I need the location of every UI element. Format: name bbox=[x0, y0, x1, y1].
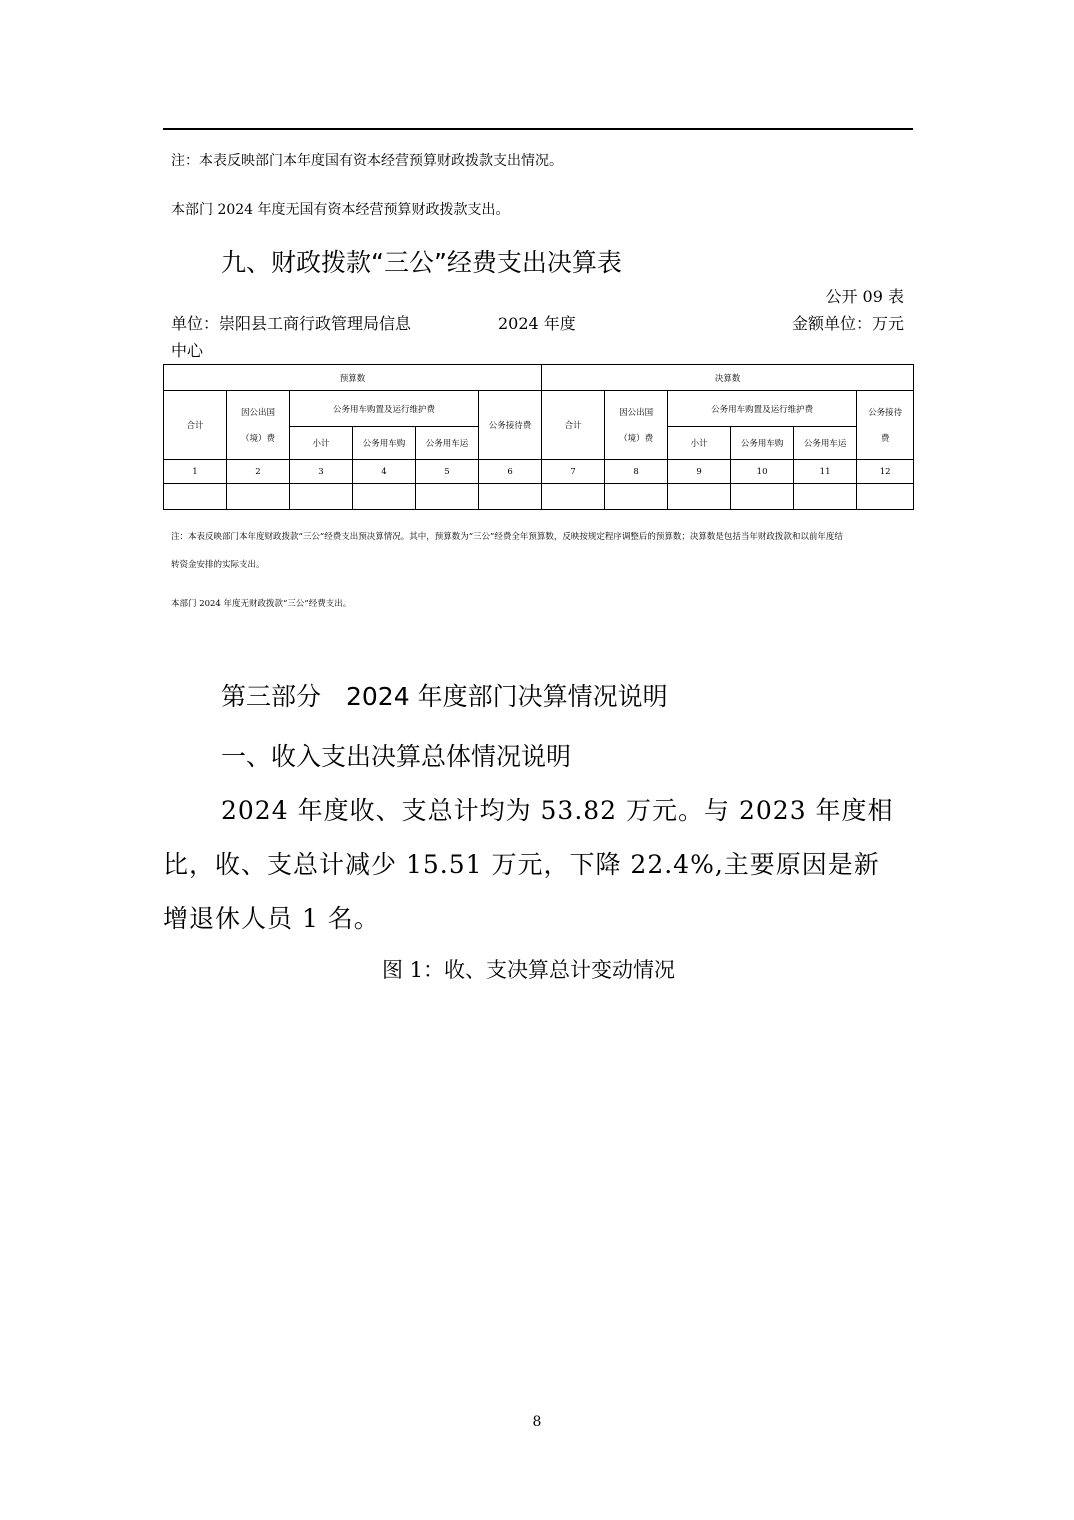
table-none-statement: 本部门 2024 年度无财政拨款“三公”经费支出。 bbox=[171, 599, 352, 609]
col-number: 1 bbox=[164, 460, 227, 484]
paragraph-line-1: 2024 年度收、支总计均为 53.82 万元。与 2023 年度相 bbox=[221, 796, 894, 825]
col-number: 11 bbox=[794, 460, 857, 484]
header-budget-abroad-line2: （境）费 bbox=[240, 434, 275, 444]
amount-unit: 金额单位：万元 bbox=[791, 314, 904, 333]
col-number: 6 bbox=[479, 460, 542, 484]
header-final-group: 决算数 bbox=[542, 365, 914, 391]
figure-caption: 图 1：收、支决算总计变动情况 bbox=[382, 958, 676, 982]
data-cell bbox=[353, 484, 416, 510]
paragraph-line-3: 增退休人员 1 名。 bbox=[163, 904, 380, 933]
header-budget-vehicle: 公务用车购置及运行维护费 bbox=[290, 391, 479, 427]
col-number: 10 bbox=[731, 460, 794, 484]
header-budget-total: 合计 bbox=[164, 391, 227, 460]
col-number: 12 bbox=[857, 460, 914, 484]
header-budget-reception: 公务接待费 bbox=[479, 391, 542, 460]
prev-table-note: 注：本表反映部门本年度国有资本经营预算财政拨款支出情况。 bbox=[171, 153, 563, 169]
unit-name-line2: 中心 bbox=[171, 341, 204, 360]
header-budget-abroad bbox=[227, 391, 290, 460]
header-final-vehicle: 公务用车购置及运行维护费 bbox=[668, 391, 857, 427]
col-number: 3 bbox=[290, 460, 353, 484]
top-rule bbox=[163, 128, 913, 130]
data-cell bbox=[794, 484, 857, 510]
header-budget-purchase: 公务用车购 bbox=[353, 427, 416, 460]
header-budget-group: 预算数 bbox=[164, 365, 542, 391]
col-number: 4 bbox=[353, 460, 416, 484]
col-number: 7 bbox=[542, 460, 605, 484]
header-final-abroad bbox=[605, 391, 668, 460]
col-number: 2 bbox=[227, 460, 290, 484]
unit-name-line1: 单位：崇阳县工商行政管理局信息 bbox=[171, 314, 412, 333]
form-number: 公开 09 表 bbox=[825, 287, 904, 306]
three-public-expense-table bbox=[163, 364, 914, 510]
header-final-subtotal: 小计 bbox=[668, 427, 731, 460]
header-final-abroad-line1: 因公出国 bbox=[619, 408, 654, 418]
col-number: 9 bbox=[668, 460, 731, 484]
header-final-reception-line2: 费 bbox=[880, 434, 890, 444]
header-final-reception bbox=[857, 391, 914, 460]
col-number: 8 bbox=[605, 460, 668, 484]
page-number: 8 bbox=[532, 1414, 542, 1430]
table-note-line2: 转资金安排的实际支出。 bbox=[171, 560, 265, 570]
header-budget-operation: 公务用车运 bbox=[416, 427, 479, 460]
table-row bbox=[164, 484, 914, 510]
section9-title: 九、财政拨款“三公”经费支出决算表 bbox=[221, 248, 622, 277]
header-final-purchase: 公务用车购 bbox=[731, 427, 794, 460]
paragraph-line-2: 比，收、支总计减少 15.51 万元，下降 22.4%,主要原因是新 bbox=[163, 850, 880, 879]
data-cell bbox=[164, 484, 227, 510]
data-cell bbox=[731, 484, 794, 510]
data-cell bbox=[416, 484, 479, 510]
data-cell bbox=[857, 484, 914, 510]
header-final-abroad-line2: （境）费 bbox=[619, 434, 654, 444]
data-cell bbox=[227, 484, 290, 510]
prev-table-none-statement: 本部门 2024 年度无国有资本经营预算财政拨款支出。 bbox=[171, 202, 510, 218]
header-final-total: 合计 bbox=[542, 391, 605, 460]
table-note-line1: 注：本表反映部门本年度财政拨款“三公”经费支出预决算情况。其中，预算数为“三公”经费全年预算数，反映按规定程序调整后的预算数；决算数是包括当年财政拨款和以前年度结 bbox=[171, 532, 843, 542]
data-cell bbox=[668, 484, 731, 510]
part3-subheading-1: 一、收入支出决算总体情况说明 bbox=[221, 742, 572, 771]
data-cell bbox=[542, 484, 605, 510]
header-final-operation: 公务用车运 bbox=[794, 427, 857, 460]
data-cell bbox=[605, 484, 668, 510]
header-budget-subtotal: 小计 bbox=[290, 427, 353, 460]
part3-heading: 第三部分 2024 年度部门决算情况说明 bbox=[221, 682, 668, 711]
col-number: 5 bbox=[416, 460, 479, 484]
header-budget-abroad-line1: 因公出国 bbox=[240, 408, 275, 418]
header-final-reception-line1: 公务接待 bbox=[868, 408, 903, 418]
data-cell bbox=[290, 484, 353, 510]
data-cell bbox=[479, 484, 542, 510]
report-year: 2024 年度 bbox=[498, 314, 576, 333]
